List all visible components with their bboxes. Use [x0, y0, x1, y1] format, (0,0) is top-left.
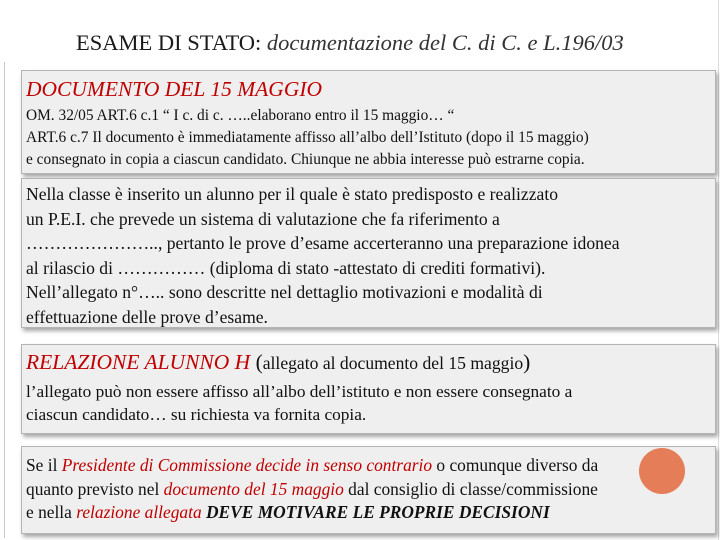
text-line [26, 454, 598, 478]
presidente-commissione-box [21, 446, 716, 534]
relazione-heading-note-text: allegato al documento del 15 maggio [262, 353, 524, 373]
text-line: Nella classe è inserito un alunno per il quale è stato predisposto e realizzato [26, 184, 559, 204]
text-line: effettuazione delle prove d’esame. [26, 306, 268, 327]
presidente-commissione-text [26, 454, 598, 525]
alunno-pei-box [21, 178, 716, 328]
text-run-red-italic: documento del 15 maggio [163, 478, 344, 499]
right-border-line [718, 0, 719, 540]
text-line: OM. 32/05 ART.6 c.1 “ I c. di c. …..elaborano entro il 15 maggio… “ [26, 107, 455, 124]
text-line: ………………….., pertanto le prove d’esame accerteranno una preparazione idonea [26, 233, 620, 253]
relazione-alunno-h-box [21, 344, 716, 434]
relazione-alunno-h-heading [26, 350, 530, 375]
text-run: quanto previsto nel [26, 478, 164, 499]
text-line [26, 501, 598, 525]
paren-open: ( [255, 350, 263, 374]
text-line: ciascun candidato… su richiesta va fornita copia. [26, 405, 367, 424]
text-line: ART.6 c.7 Il documento è immediatamente affisso all’albo dell’Istituto (dopo il 15 maggio) [26, 129, 589, 146]
text-run: dal consiglio di classe/commissione [343, 478, 598, 499]
text-line [26, 478, 598, 502]
text-line: e consegnato in copia a ciascun candidato. Chiunque ne abbia interesse può estrarne copia. [26, 151, 585, 168]
documento-15-maggio-text [26, 105, 589, 171]
left-border-line [4, 62, 5, 538]
slide-title-italic: documentazione del C. di C. e L.196/03 [266, 30, 624, 55]
text-line: al rilascio di …………… (diploma di stato -attestato di crediti formativi). [26, 257, 546, 278]
text-run-red-italic: relazione allegata [76, 502, 202, 522]
orange-circle-decoration [639, 448, 685, 494]
relazione-heading-main: RELAZIONE ALUNNO H [26, 350, 256, 374]
paren-close: ) [523, 350, 531, 374]
documento-15-maggio-heading: DOCUMENTO DEL 15 MAGGIO [26, 77, 323, 101]
documento-15-maggio-box [21, 70, 716, 174]
relazione-heading-note [255, 350, 531, 374]
text-run-red-italic: Presidente di Commissione decide in senso contrario [61, 455, 433, 475]
text-line: un P.E.I. che prevede un sistema di valutazione che fa riferimento a [26, 208, 500, 229]
text-run: e nella [26, 502, 77, 522]
slide-title-plain: ESAME DI STATO: [76, 30, 267, 55]
text-line: l’allegato può non essere affisso all’albo dell’istituto e non essere consegnato a [26, 382, 573, 401]
slide-title [76, 30, 624, 56]
text-run-bold-italic: DEVE MOTIVARE LE PROPRIE DECISIONI [206, 502, 550, 522]
relazione-alunno-h-text [26, 380, 572, 426]
alunno-pei-text [26, 182, 620, 329]
text-run: Se il [26, 455, 62, 475]
text-run: o comunque diverso da [432, 455, 599, 475]
text-line: Nell’allegato n°….. sono descritte nel dettaglio motivazioni e modalità di [26, 282, 543, 302]
